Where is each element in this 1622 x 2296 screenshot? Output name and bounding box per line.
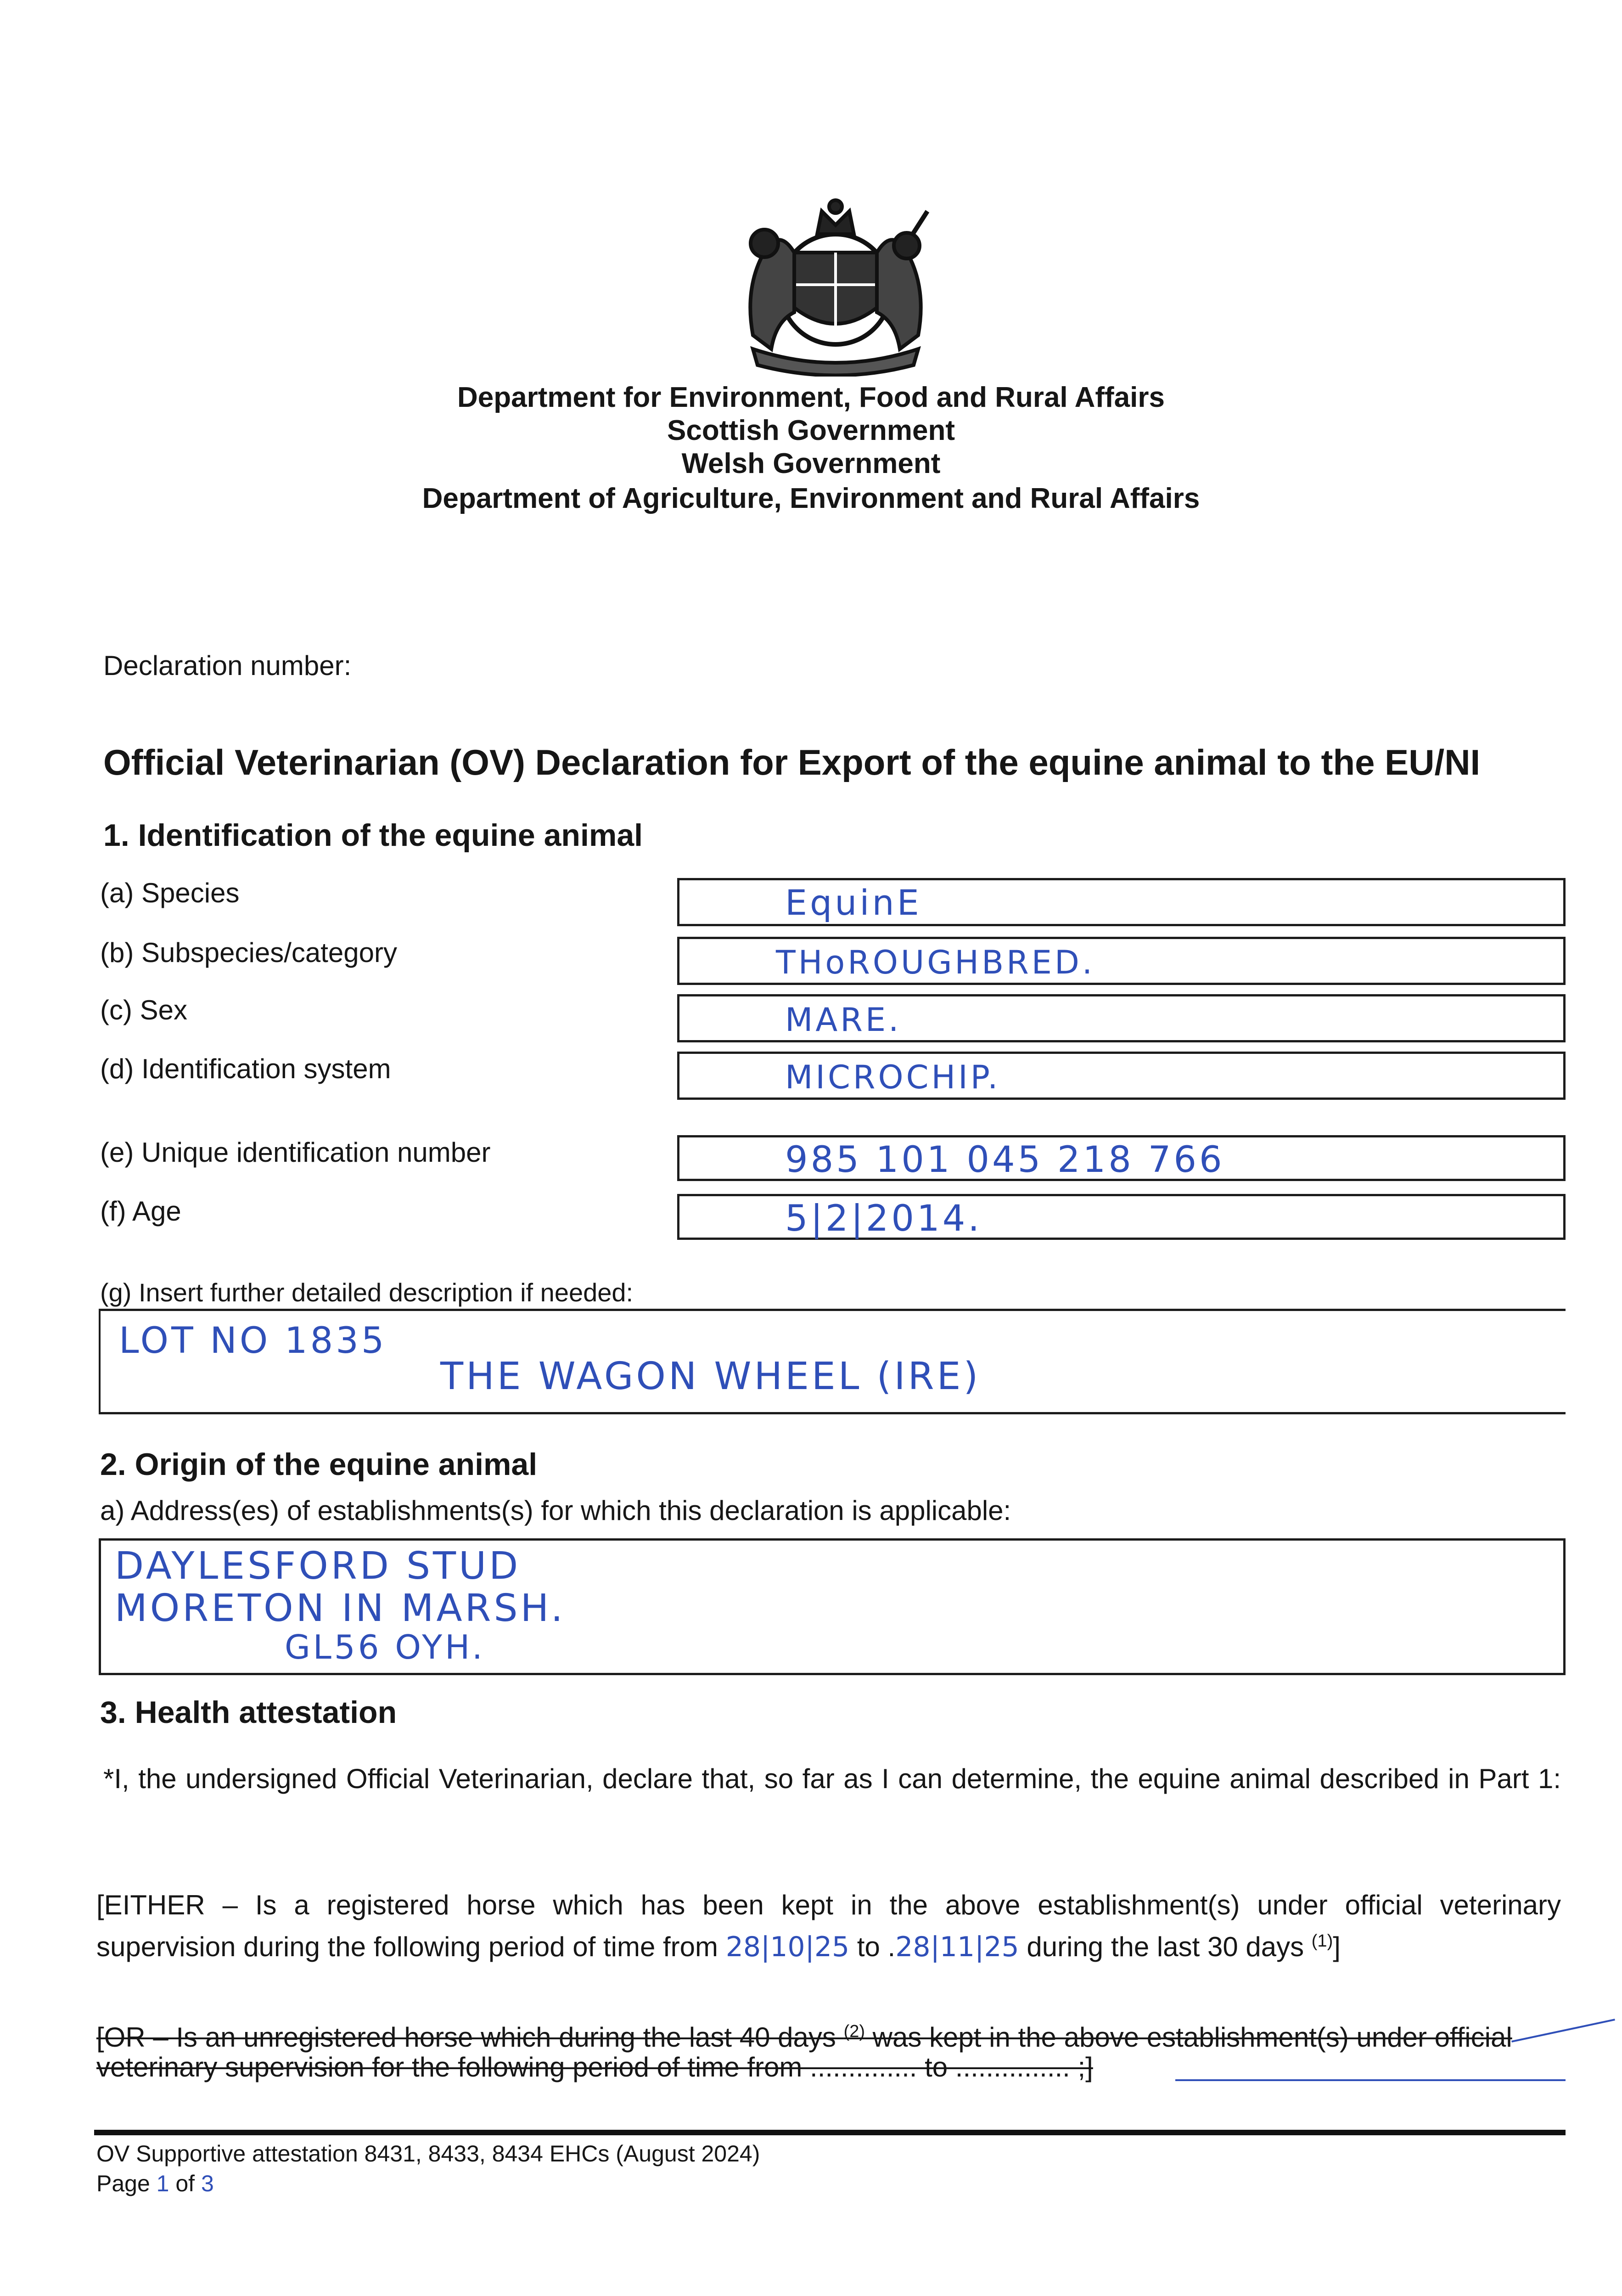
further-description-lot: LOT NO 1835	[119, 1320, 387, 1362]
either-clause-line-1: [EITHER – Is a registered horse which has been kept in the above establishment(s) under official veterinary	[96, 1890, 1561, 1920]
subspecies-field[interactable]	[677, 937, 1566, 985]
species-field[interactable]	[677, 878, 1566, 926]
footer-attestation-text: OV Supportive attestation 8431, 8433, 8434 EHCs (August 2024)	[96, 2141, 760, 2167]
health-attestation-intro	[103, 1761, 1561, 1797]
royal-coat-of-arms-icon	[725, 184, 946, 377]
field-label-subspecies: (b) Subspecies/category	[100, 937, 397, 968]
either-close-bracket: ]	[1333, 1931, 1341, 1962]
section-2-heading: 2. Origin of the equine animal	[100, 1447, 538, 1482]
either-to-date[interactable]: 28|11|25	[895, 1931, 1019, 1963]
further-description-label: (g) Insert further detailed description if needed:	[100, 1278, 634, 1307]
further-description-name: THE WAGON WHEEL (IRE)	[440, 1355, 981, 1398]
address-field[interactable]	[99, 1538, 1566, 1675]
health-attestation-intro-text: *I, the undersigned Official Veterinarian, declare that, so far as I can determine, the equine animal described in Part 1:	[103, 1763, 1561, 1794]
sex-value: MARE.	[785, 1001, 902, 1039]
section-3-heading: 3. Health attestation	[100, 1695, 397, 1730]
page-current: 1	[156, 2171, 169, 2196]
or-clause-text: was kept in the above establishment(s) under official	[865, 2022, 1512, 2053]
either-clause-line-2	[96, 1923, 1561, 1965]
field-label-species: (a) Species	[100, 878, 240, 908]
address-line: MORETON IN MARSH.	[115, 1587, 566, 1630]
identification-system-field[interactable]	[677, 1052, 1566, 1100]
species-value: EquinE	[785, 882, 922, 923]
either-from-date[interactable]: 28|10|25	[725, 1931, 850, 1963]
age-field[interactable]	[677, 1194, 1566, 1240]
field-label-age: (f) Age	[100, 1196, 181, 1227]
department-heading: Welsh Government	[681, 448, 941, 479]
page-total: 3	[201, 2171, 214, 2196]
department-heading: Scottish Government	[667, 415, 955, 446]
page-of: of	[169, 2171, 201, 2196]
or-clause-text: [OR – Is an unregistered horse which during the last 40 days	[96, 2022, 844, 2053]
unique-id-value: 985 101 045 218 766	[785, 1139, 1225, 1181]
identification-system-value: MICROCHIP.	[785, 1058, 1001, 1096]
subspecies-value: THoROUGHBRED.	[776, 944, 1095, 981]
further-description-field[interactable]	[99, 1309, 1566, 1414]
department-heading: Department of Agriculture, Environment and Rural Affairs	[422, 483, 1200, 514]
either-clause-text: supervision during the following period of time from	[96, 1931, 726, 1962]
footnote-marker: (2)	[843, 2022, 865, 2041]
or-clause-line-2: veterinary supervision for the following period of time from .............. to ............... ;]	[96, 2052, 1093, 2082]
age-value: 5|2|2014.	[785, 1198, 982, 1239]
unique-id-field[interactable]	[677, 1135, 1566, 1181]
section-1-heading: 1. Identification of the equine animal	[103, 818, 643, 853]
department-heading: Department for Environment, Food and Rural Affairs	[457, 382, 1165, 413]
page-number	[96, 2170, 214, 2197]
declaration-number-label: Declaration number:	[103, 650, 352, 681]
address-line: GL56 OYH.	[285, 1628, 485, 1666]
page-word: Page	[96, 2171, 157, 2196]
either-clause-text: during the last 30 days	[1019, 1931, 1312, 1962]
document-title: Official Veterinarian (OV) Declaration for Export of the equine animal to the EU/NI	[103, 742, 1481, 782]
field-label-sex: (c) Sex	[100, 995, 188, 1025]
sex-field[interactable]	[677, 994, 1566, 1042]
either-to-word: to .	[849, 1931, 896, 1962]
field-label-unique-id: (e) Unique identification number	[100, 1137, 491, 1168]
field-label-identification-system: (d) Identification system	[100, 1053, 391, 1084]
address-label: a) Address(es) of establishments(s) for which this declaration is applicable:	[100, 1495, 1011, 1526]
strike-through-pen-line	[1175, 2079, 1566, 2081]
footer-divider	[94, 2130, 1566, 2135]
footnote-marker: (1)	[1311, 1931, 1333, 1951]
address-line: DAYLESFORD STUD	[115, 1544, 521, 1588]
